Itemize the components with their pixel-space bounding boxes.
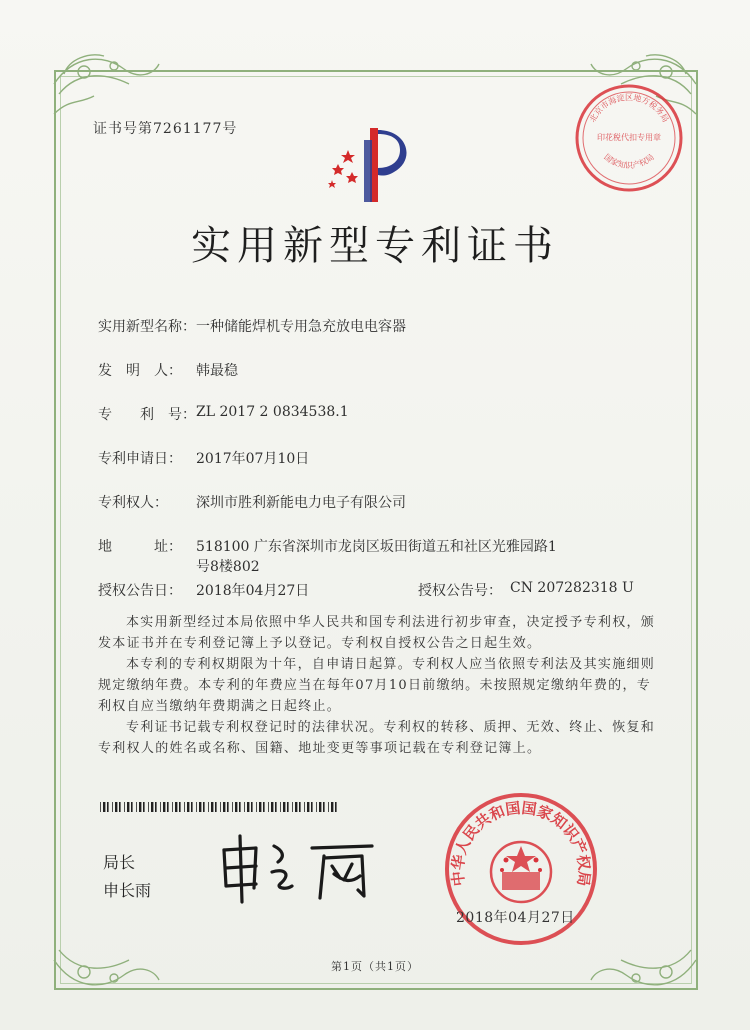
patent-number-label: 专 利 号： [98, 407, 196, 423]
paragraph-3: 专利证书记载专利权登记时的法律状况。专利权的转移、质押、无效、终止、恢复和专利权人的姓名或名称、国籍、地址变更等事项记载在专利登记簿上。 [98, 720, 656, 756]
tax-seal-stamp [573, 82, 685, 194]
grant-number-value: CN 207282318 U [510, 580, 634, 596]
grant-number-label: 授权公告号： [418, 583, 502, 599]
holder-label: 专利权人： [98, 495, 168, 511]
certificate-title: 实用新型专利证书 [191, 223, 559, 269]
grant-date-value: 2018年04月27日 [196, 583, 310, 599]
holder-value: 深圳市胜利新能电力电子有限公司 [196, 495, 406, 511]
paragraph-2: 本专利的专利权期限为十年，自申请日起算。专利权人应当依照专利法及其实施细则规定缴纳年费。本专利的年费应当在每年07月10日前缴纳。未按照规定缴纳年费的，专利权自应当缴纳年费期满之日起终止。 [98, 657, 656, 714]
apply-date-value: 2017年07月10日 [196, 451, 310, 467]
director-title: 局长 [103, 853, 136, 872]
apply-date-label: 专利申请日： [98, 451, 182, 467]
grant-date-label: 授权公告日： [98, 583, 182, 599]
barcode [100, 797, 340, 807]
certificate-number: 证书号第7261177号 [93, 121, 238, 137]
svg-text:北京市海淀区地方税务局: 北京市海淀区地方税务局 [587, 93, 671, 124]
cnipa-logo-icon [308, 120, 420, 210]
svg-text:印花税代扣专用章: 印花税代扣专用章 [597, 133, 661, 142]
name-value: 一种储能焊机专用急充放电电容器 [196, 319, 406, 335]
address-label: 地 址： [98, 539, 182, 555]
name-label: 实用新型名称： [98, 319, 196, 335]
director-signature [212, 828, 382, 908]
director-name: 申长雨 [103, 881, 152, 900]
svg-text:国家知识产权局: 国家知识产权局 [602, 152, 656, 171]
patent-number-value: ZL 2017 2 0834538.1 [196, 404, 349, 420]
inventor-label: 发 明 人： [98, 363, 182, 379]
address-line-1: 518100 广东省深圳市龙岗区坂田街道五和社区光雅园路1 [196, 539, 557, 555]
svg-text:中华人民共和国国家知识产权局: 中华人民共和国国家知识产权局 [448, 798, 594, 888]
corner-ornament-top-left [44, 44, 164, 124]
body-text [98, 612, 658, 759]
address-line-2: 号8楼802 [196, 559, 260, 575]
seal-date: 2018年04月27日 [456, 910, 575, 926]
page-footer: 第1页（共1页） [331, 960, 419, 973]
paragraph-1: 本实用新型经过本局依照中华人民共和国专利法进行初步审查，决定授予专利权，颁发本证书并在专利登记簿上予以登记。专利权自授权公告之日起生效。 [98, 615, 656, 651]
inventor-value: 韩最稳 [196, 363, 238, 379]
